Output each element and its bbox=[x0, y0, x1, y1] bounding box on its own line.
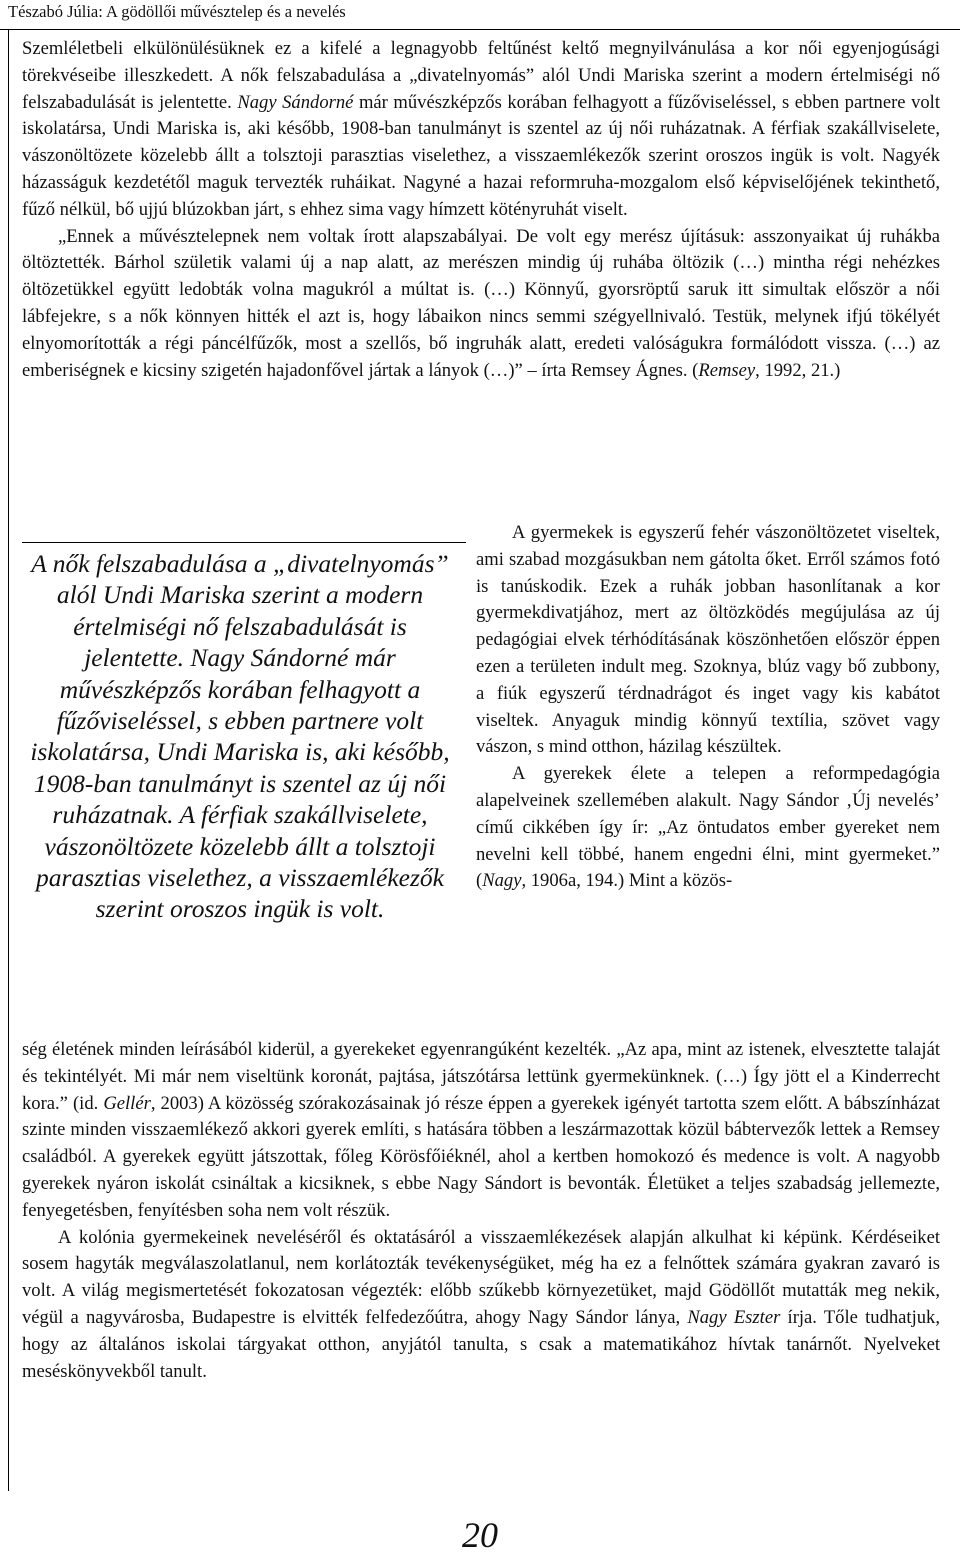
page-number: 20 bbox=[462, 1515, 498, 1555]
header-rule bbox=[0, 29, 960, 30]
paragraph-dress-reform: Szemléletbeli elkülönülésüknek ez a kifelé a legnagyobb feltűnést keltő megnyilvánulása a kor női egyenjogúsági törekvéseibe illeszkedett. A nők felszabadulása a „divatelnyomás” alól Undi Mariska szerint a modern értelmiségi nő felszabadulását is jelentette. Nagy Sándorné már művészképzős korában felhagyott a fűzőviseléssel, s ebben partnere volt iskolatársa, Undi Mariska is, aki később, 1908-ban tanulmányt is szentel az új női ruházatnak. A férfiak szakállviselete, vászonöltözete közelebb állt a tolsztoji parasztias viselethez, a visszaemlékezők szerint oroszos ingük is volt. Nagyék házasságuk kezdetétől maguk tervezték ruháikat. Nagyné a hazai reformruha-mozgalom első képviselőjének tekinthető, fűző nélkül, bő ujjú blúzokban járt, s ehhez sima vagy hímzett kötényruhát viselt. bbox=[22, 38, 941, 220]
citation-italic: Gellér bbox=[103, 1092, 151, 1114]
name-italic: Nagy Eszter bbox=[687, 1306, 781, 1328]
pullquote-rule bbox=[22, 542, 466, 543]
paragraph-remsey-quote: „Ennek a művésztelepnek nem voltak írott alapszabályai. De volt egy merész újításuk: asszonyaikat új ruhákba öltöztették. Bárhol születik valami új a nap alatt, az merészen mindig új ruhába öltözik (…) mintha régi nehézkes öltözetükkel együtt ledobták volna magukról a múltat is. (…) Könnyű, gyorsröptű saruk itt simultak először a női lábfejekre, s a nők könnyen hitték el azt is, hogy lábaikon nincs semmi szégyellnivaló. Testük, melynek ifjú tökélyét elnyomorították a régi páncélfűzők, most a szellős, bő ingruhák alatt, eredeti valóságukra formálódott vissza. (…) az emberiségnek e kicsiny szigetén hajadonfővel jártak a lányok (…)” – írta Remsey Ágnes. (Remsey, 1992, 21.) bbox=[22, 225, 940, 381]
paragraph-reform-pedagogy: A gyerekek élete a telepen a reformpedagógia alapelveinek szellemében alakult. Nagy Sándor ‚Új nevelés’ című cikkében így ír: „Az öntudatos ember gyereket nem nevelni kell többé, hanem engedni élni, mint gyermeket.” (Nagy, 1906a, 194.) Mint a közös- bbox=[476, 763, 940, 892]
body-text-top bbox=[22, 36, 940, 384]
paragraph-community-life: ség életének minden leírásából kiderül, a gyerekeket egyenrangúként kezelték. „Az apa, mint az istenek, elvesztette talaját és tekintélyét. Mi már nem viseltünk koronát, pajtása, játszótársa lettünk gyermekünknek. (…) Így jött el a Kinderrecht kora.” (id. Gellér, 2003) A közösség szórakozásainak jó része éppen a gyerekek igényét tartotta szem előtt. A bábszínházat szinte minden visszaemlékező akkori gyerek említi, s hatására többen a leszármazottak közül bábtervezők lettek a Remsey családból. A gyerekek együtt játszottak, főleg Körösfőiéknél, ahol a kertben homokozó és medence is volt. A nagyobb gyerekek nyáron iskolát csináltak a kicsiknek, s ebbe Nagy Sándort is bevonták. Életüket a teljes szabadság jellemezte, fenyegetésben, fenyítésben soha nem volt részük. bbox=[22, 1039, 940, 1221]
left-margin-rule bbox=[8, 29, 9, 1491]
pull-quote: A nők felszabadulása a „divatelnyomás” alól Undi Mariska szerint a modern értelmiségi nő felszabadulását is jelentette. Nagy Sándorné már művészképzős korában felhagyott a fűzőviseléssel, s ebben partnere volt iskolatársa, Undi Mariska is, aki később, 1908-ban tanulmányt is szentel az új női ruházatnak. A férfiak szakállviselete, vászonöltözete közelebb állt a tolsztoji parasztias viselethez, a visszaemlékezők szerint oroszos ingük is volt. bbox=[30, 549, 450, 924]
paragraph-children-clothing: A gyermekek is egyszerű fehér vászonöltözetet viseltek, ami szabad mozgásukban nem gátolta őket. Erről számos fotó is tanúskodik. Ezek a ruhák jobban hasonlítanak a kor gyermekdivatjához, mert az öltözködés megújulása az új pedagógiai elvek térhódításának köszönhetően először éppen ezen a területen indult meg. Szoknya, blúz vagy bő zubbony, a fiúk egyszerű térdnadrágot és inget vagy kis kabátot viseltek. Anyaguk mindig könnyű textília, szövet vagy vászon, s mind otthon, házilag készültek. bbox=[476, 522, 940, 758]
name-italic: Nagy Sándorné bbox=[237, 91, 354, 113]
body-text-right-column bbox=[476, 520, 940, 895]
citation-italic: Nagy bbox=[482, 870, 522, 892]
body-text-bottom bbox=[22, 1037, 940, 1385]
paragraph-colony-education: A kolónia gyermekeinek neveléséről és oktatásáról a visszaemlékezések alapján alkulhat ki képünk. Kérdéseiket sosem hagyták megválaszolatlanul, nem korlátozták tevékenységüket, még ha ez a felnőttek számára gyakran zavaró is volt. A világ megismertetését fokozatosan végezték: előbb szűkebb környezetüket, majd Gödöllőt mutatták meg nekik, végül a nagyvárosba, Budapestre is elvitték felfedezőútra, ahogy Nagy Sándor lánya, Nagy Eszter írja. Tőle tudhatjuk, hogy az általános iskolai tárgyakat otthon, anyjától tanulta, s csak a matematikához hívtak tanárnőt. Nyelveket meséskönyvekből tanult. bbox=[22, 1226, 940, 1382]
citation-italic: Remsey bbox=[698, 359, 756, 381]
running-head: Tészabó Júlia: A gödöllői művésztelep és a nevelés bbox=[8, 2, 346, 21]
